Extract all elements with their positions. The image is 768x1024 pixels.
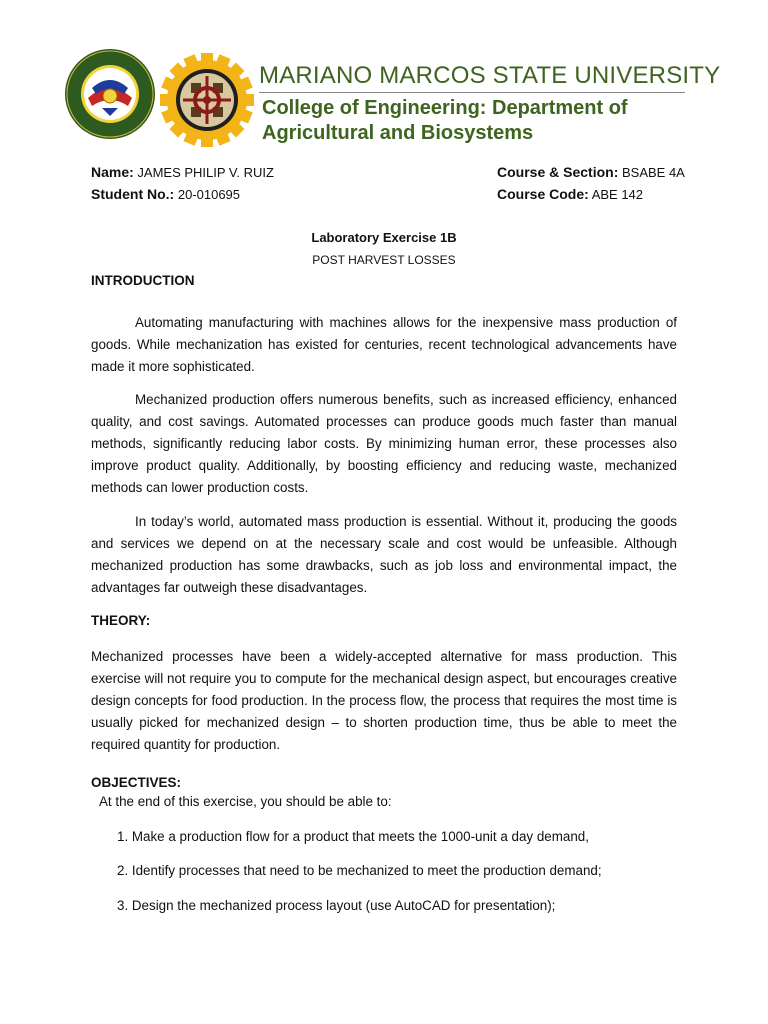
course-code-value: ABE 142 xyxy=(591,187,644,202)
objective-item-1: 1. Make a production flow for a product that meets the 1000-unit a day demand, xyxy=(117,829,589,844)
objectives-lead: At the end of this exercise, you should be able to: xyxy=(99,794,392,809)
university-seal-logo xyxy=(64,48,156,140)
name-value: JAMES PHILIP V. RUIZ xyxy=(137,165,274,180)
intro-paragraph-2: Mechanized production offers numerous benefits, such as increased efficiency, enhanced quality, and cost savings. Automated processes can produce goods much faster than manual methods, significantly reducing labor costs. By minimizing human error, these processes also improve product quality. Additionally, by boosting efficiency and reducing waste, mechanized methods can lower production costs. xyxy=(91,392,677,495)
course-code-row xyxy=(497,186,643,202)
objective-item-2: 2. Identify processes that need to be mechanized to meet the production demand; xyxy=(117,863,602,878)
theory-heading: THEORY: xyxy=(91,613,151,628)
objective-item-3: 3. Design the mechanized process layout (use AutoCAD for presentation); xyxy=(117,898,556,913)
header-divider xyxy=(259,92,685,93)
course-section-row xyxy=(497,164,685,180)
course-section-label: Course & Section: xyxy=(497,164,619,180)
course-code-label: Course Code: xyxy=(497,186,589,202)
objectives-heading: OBJECTIVES: xyxy=(91,775,182,790)
university-name: MARIANO MARCOS STATE UNIVERSITY xyxy=(259,62,721,89)
intro-paragraph-1: Automating manufacturing with machines allows for the inexpensive mass production of goods. While mechanization has existed for centuries, recent technological advancements have made it more sophisticated. xyxy=(91,315,677,374)
theory-paragraph: Mechanized processes have been a widely-accepted alternative for mass production. This exercise will not require you to compute for the mechanical design aspect, but encourages creative design concepts for food production. In the process flow, the process that requires the most time is usually picked for mechanized design – to shorten production time, thus be able to meet the required quantity for production. xyxy=(91,649,677,752)
student-name-row xyxy=(91,164,274,180)
intro-paragraph-3: In today’s world, automated mass production is essential. Without it, producing the goods and services we depend on at the necessary scale and cost would be unfeasible. Although mechanized production has some drawbacks, such as job loss and environmental impact, the advantages far outweigh these disadvantages. xyxy=(91,514,677,595)
student-no-label: Student No.: xyxy=(91,186,175,202)
student-id-row xyxy=(91,186,240,202)
exercise-title: Laboratory Exercise 1B xyxy=(311,230,457,245)
introduction-heading: INTRODUCTION xyxy=(91,273,195,288)
student-no-value: 20-010695 xyxy=(177,187,241,202)
college-department: College of Engineering: Department of Agricultural and Biosystems xyxy=(262,97,628,144)
engineering-gear-logo xyxy=(157,50,257,150)
course-section-value: BSABE 4A xyxy=(621,165,685,180)
exercise-subtitle: POST HARVEST LOSSES xyxy=(312,253,456,267)
name-label: Name: xyxy=(91,164,134,180)
